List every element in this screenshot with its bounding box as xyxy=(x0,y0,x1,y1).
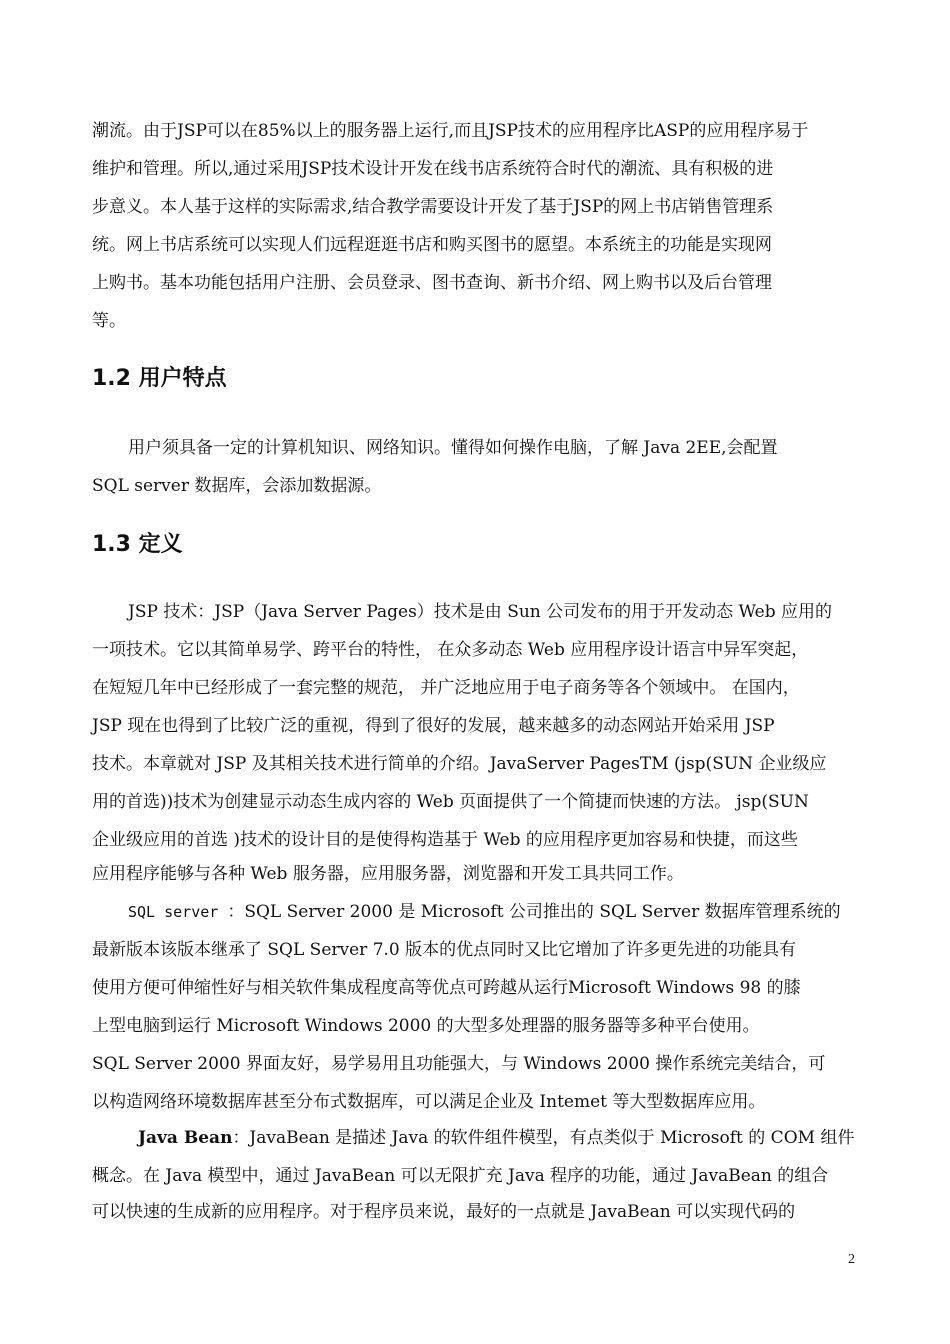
body-line: 用户须具备一定的计算机知识、网络知识。懂得如何操作电脑，了解 Java 2EE,会配置 xyxy=(128,438,778,458)
body-line: 使用方便可伸缩性好与相关软件集成程度高等优点可跨越从运行Microsoft Windows 98 的膝 xyxy=(92,978,801,998)
body-line: JSP 技术：JSP（Java Server Pages）技术是由 Sun 公司发布的用于开发动态 Web 应用的 xyxy=(128,602,832,622)
body-line: 概念。在 Java 模型中，通过 JavaBean 可以无限扩充 Java 程序的功能，通过 JavaBean 的组合 xyxy=(92,1166,829,1186)
body-line: 技术。本章就对 JSP 及其相关技术进行简单的介绍。JavaServer PagesTM (jsp(SUN 企业级应 xyxy=(92,754,827,774)
body-line xyxy=(138,1126,862,1150)
body-line: 最新版本该版本继承了 SQL Server 7.0 版本的优点同时又比它增加了许多更先进的功能具有 xyxy=(92,940,797,960)
body-line: SQL server 数据库，会添加数据源。 xyxy=(92,476,382,496)
term-java-bean: Java Bean xyxy=(138,1128,233,1148)
section-heading: 1.3 定义 xyxy=(92,532,183,557)
term-definition: ：JavaBean 是描述 Java 的软件组件模型，有点类似于 Microsoft 的 COM 组件 xyxy=(232,1128,855,1148)
body-line: SQL Server 2000 界面友好，易学易用且功能强大，与 Windows 2000 操作系统完美结合，可 xyxy=(92,1054,826,1074)
term-definition: ：SQL Server 2000 是 Microsoft 公司推出的 SQL Server 数据库管理系统的 xyxy=(227,902,841,922)
body-line: 潮流。由于JSP可以在85%以上的服务器上运行,而且JSP技术的应用程序比ASP的应用程序易于 xyxy=(92,121,809,141)
body-line: 企业级应用的首选 )技术的设计目的是使得构造基于 Web 的应用程序更加容易和快捷，而这些 xyxy=(92,830,798,850)
page-number: 2 xyxy=(848,1252,855,1267)
body-line: 等。 xyxy=(92,311,126,331)
body-line: 用的首选))技术为创建显示动态生成内容的 Web 页面提供了一个简捷而快速的方法。 jsp(SUN xyxy=(92,792,809,812)
term-sql-server: SQL server xyxy=(128,903,228,921)
body-line: 上购书。基本功能包括用户注册、会员登录、图书查询、新书介绍、网上购书以及后台管理 xyxy=(92,273,772,293)
body-line xyxy=(128,900,862,924)
body-line: 统。网上书店系统可以实现人们远程逛逛书店和购买图书的愿望。本系统主的功能是实现网 xyxy=(92,235,772,255)
body-line: JSP 现在也得到了比较广泛的重视，得到了很好的发展，越来越多的动态网站开始采用 JSP xyxy=(92,716,775,736)
body-line: 上型电脑到运行 Microsoft Windows 2000 的大型多处理器的服务器等多种平台使用。 xyxy=(92,1016,760,1036)
section-heading: 1.2 用户特点 xyxy=(92,366,227,391)
body-line: 可以快速的生成新的应用程序。对于程序员来说，最好的一点就是 JavaBean 可以实现代码的 xyxy=(92,1202,796,1222)
body-line: 维护和管理。所以,通过采用JSP技术设计开发在线书店系统符合时代的潮流、具有积极的进 xyxy=(92,159,774,179)
body-line: 以构造网络环境数据库甚至分布式数据库，可以满足企业及 Intemet 等大型数据库应用。 xyxy=(92,1092,766,1112)
body-line: 一项技术。它以其简单易学、跨平台的特性， 在众多动态 Web 应用程序设计语言中异军突起， xyxy=(92,640,809,660)
body-line: 应用程序能够与各种 Web 服务器，应用服务器，浏览器和开发工具共同工作。 xyxy=(92,864,684,884)
body-line: 在短短几年中已经形成了一套完整的规范， 并广泛地应用于电子商务等各个领域中。 在国内， xyxy=(92,678,800,698)
body-line: 步意义。本人基于这样的实际需求,结合教学需要设计开发了基于JSP的网上书店销售管理系 xyxy=(92,197,774,217)
